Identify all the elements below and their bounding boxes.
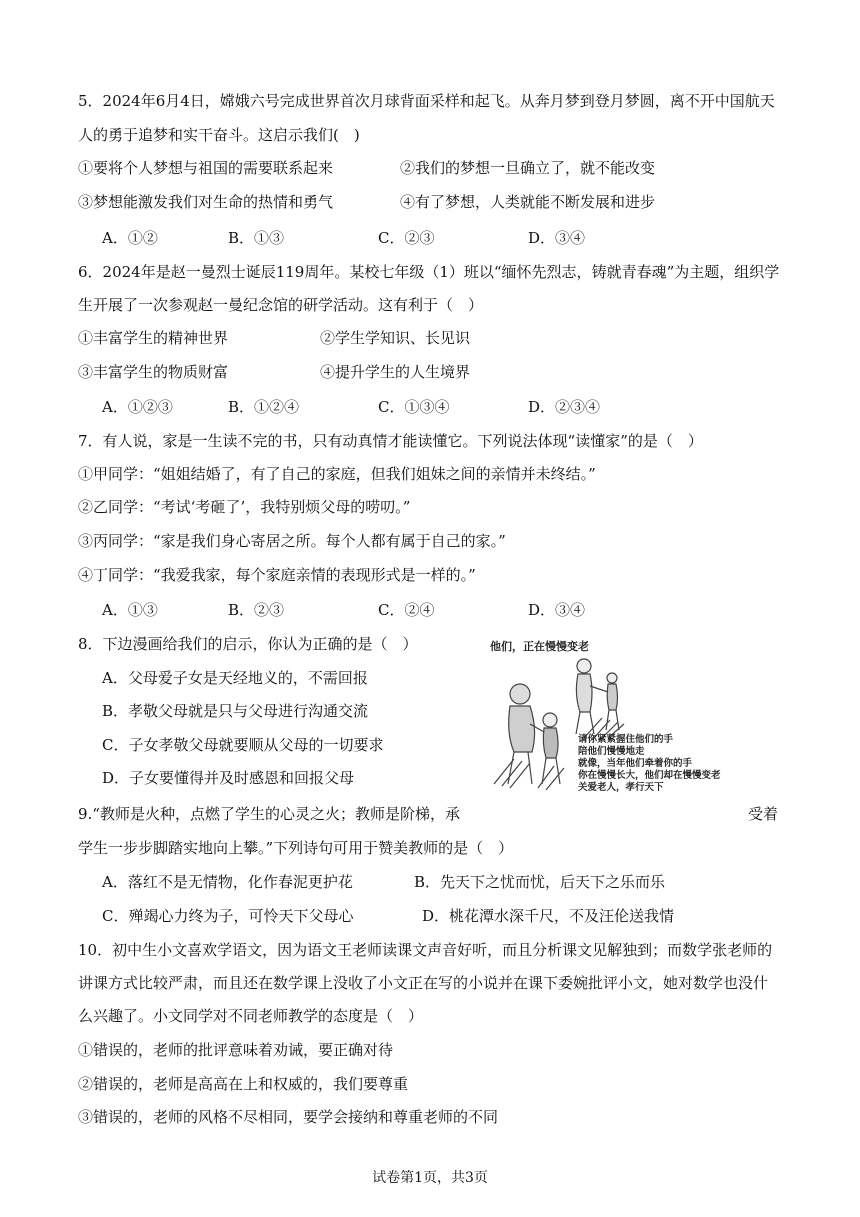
- q9-stem-line2: 学生一步步脚踏实地向上攀。”下列诗句可用于赞美教师的是（ ）: [78, 839, 514, 857]
- cartoon-caption-1: 请你紧紧握住他们的手: [578, 734, 674, 745]
- q6-option-b[interactable]: B．①②④: [228, 398, 300, 416]
- q8-stem: 8．下边漫画给我们的启示，你认为正确的是（ ）: [78, 635, 418, 653]
- q5-option-d[interactable]: D．③④: [528, 229, 586, 247]
- cartoon-caption-2: 陪他们慢慢地走: [578, 746, 645, 757]
- cartoon-caption-4: 你在慢慢长大，他们却在慢慢变老: [578, 770, 721, 781]
- q7-stem: 7．有人说，家是一生读不完的书，只有动真情才能读懂它。下列说法体现“读懂家”的是（ ）: [78, 432, 703, 450]
- q10-statement-2: ②错误的，老师是高高在上和权威的，我们要尊重: [78, 1075, 409, 1093]
- q6-option-a[interactable]: A．①②③: [102, 398, 173, 416]
- page-footer: 试卷第1页，共3页: [372, 1170, 488, 1186]
- q9-option-b[interactable]: B．先天下之忧而忧，后天下之乐而乐: [414, 873, 666, 891]
- q9-option-c[interactable]: C．殚竭心力终为子，可怜天下父母心: [102, 907, 354, 925]
- q7-statement-4: ④丁同学：“我爱我家，每个家庭亲情的表现形式是一样的。”: [78, 566, 476, 584]
- q10-stem-line3: 么兴趣了。小文同学对不同老师教学的态度是（ ）: [78, 1007, 424, 1025]
- q7-statement-3: ③丙同学：“家是我们身心寄居之所。每个人都有属于自己的家。”: [78, 532, 506, 550]
- q5-statement-3: ③梦想能激发我们对生命的热情和勇气: [78, 193, 334, 211]
- cartoon-title: 他们，正在慢慢变老: [490, 640, 589, 653]
- q9-option-d[interactable]: D．桃花潭水深千尺，不及汪伦送我情: [422, 907, 675, 925]
- q8-option-b[interactable]: B．孝敬父母就是只与父母进行沟通交流: [102, 702, 369, 720]
- q10-stem-line2: 讲课方式比较严肃，而且还在数学课上没收了小文正在写的小说并在课下委婉批评小文，她对数学也没什: [78, 974, 769, 992]
- q6-option-c[interactable]: C．①③④: [378, 398, 450, 416]
- q7-option-a[interactable]: A．①③: [102, 601, 158, 619]
- q7-option-d[interactable]: D．③④: [528, 601, 586, 619]
- q8-option-a[interactable]: A．父母爱子女是天经地义的，不需回报: [102, 669, 368, 687]
- q6-statement-4: ④提升学生的人生境界: [320, 363, 471, 381]
- q9-stem-line1-part2: 受着: [748, 805, 779, 823]
- q7-statement-1: ①甲同学：“姐姐结婚了，有了自己的家庭，但我们姐妹之间的亲情并未终结。”: [78, 465, 596, 483]
- q5-stem-line2: 人的勇于追梦和实干奋斗。这启示我们( ): [78, 126, 360, 144]
- q10-statement-3: ③错误的，老师的风格不尽相同，要学会接纳和尊重老师的不同: [78, 1108, 499, 1126]
- q7-option-c[interactable]: C．②④: [378, 601, 435, 619]
- q6-statement-3: ③丰富学生的物质财富: [78, 363, 229, 381]
- q8-option-d[interactable]: D．子女要懂得并及时感恩和回报父母: [102, 769, 355, 787]
- cartoon-caption-3: 就像，当年他们牵着你的手: [578, 758, 693, 769]
- q7-statement-2: ②乙同学：“考试‘考砸了’，我特别烦父母的唠叨。”: [78, 498, 411, 516]
- q7-option-b[interactable]: B．②③: [228, 601, 285, 619]
- q5-stem-line1: 5．2024年6月4日，嫦娥六号完成世界首次月球背面采样和起飞。从奔月梦到登月梦圆，离不开中国航天: [78, 92, 775, 110]
- q6-stem-line2: 生开展了一次参观赵一曼纪念馆的研学活动。这有利于（ ）: [78, 296, 484, 314]
- q10-stem-line1: 10．初中生小文喜欢学语文，因为语文王老师读课文声音好听，而且分析课文见解独到；而数学张老师的: [78, 941, 773, 959]
- q6-statement-1: ①丰富学生的精神世界: [78, 329, 229, 347]
- q10-statement-1: ①错误的，老师的批评意味着劝诫，要正确对待: [78, 1041, 394, 1059]
- q6-statement-2: ②学生学知识、长见识: [320, 329, 471, 347]
- q5-option-b[interactable]: B．①③: [228, 229, 285, 247]
- q9-stem-line1-part1: 9.“教师是火种，点燃了学生的心灵之火；教师是阶梯，承: [78, 805, 460, 823]
- q5-option-a[interactable]: A．①②: [102, 229, 158, 247]
- cartoon-caption-5: 关爱老人，孝行天下: [578, 782, 664, 793]
- q6-option-d[interactable]: D．②③④: [528, 398, 601, 416]
- q5-statement-4: ④有了梦想，人类就能不断发展和进步: [400, 193, 656, 211]
- q5-statement-2: ②我们的梦想一旦确立了，就不能改变: [400, 159, 656, 177]
- q6-stem-line1: 6．2024年是赵一曼烈士诞辰119周年。某校七年级（1）班以“缅怀先烈志，铸就青春魂”为主题，组织学: [78, 263, 780, 281]
- q8-option-c[interactable]: C．子女孝敬父母就要顺从父母的一切要求: [102, 736, 384, 754]
- q5-statement-1: ①要将个人梦想与祖国的需要联系起来: [78, 159, 334, 177]
- q9-option-a[interactable]: A．落红不是无情物，化作春泥更护花: [102, 873, 353, 891]
- q5-option-c[interactable]: C．②③: [378, 229, 435, 247]
